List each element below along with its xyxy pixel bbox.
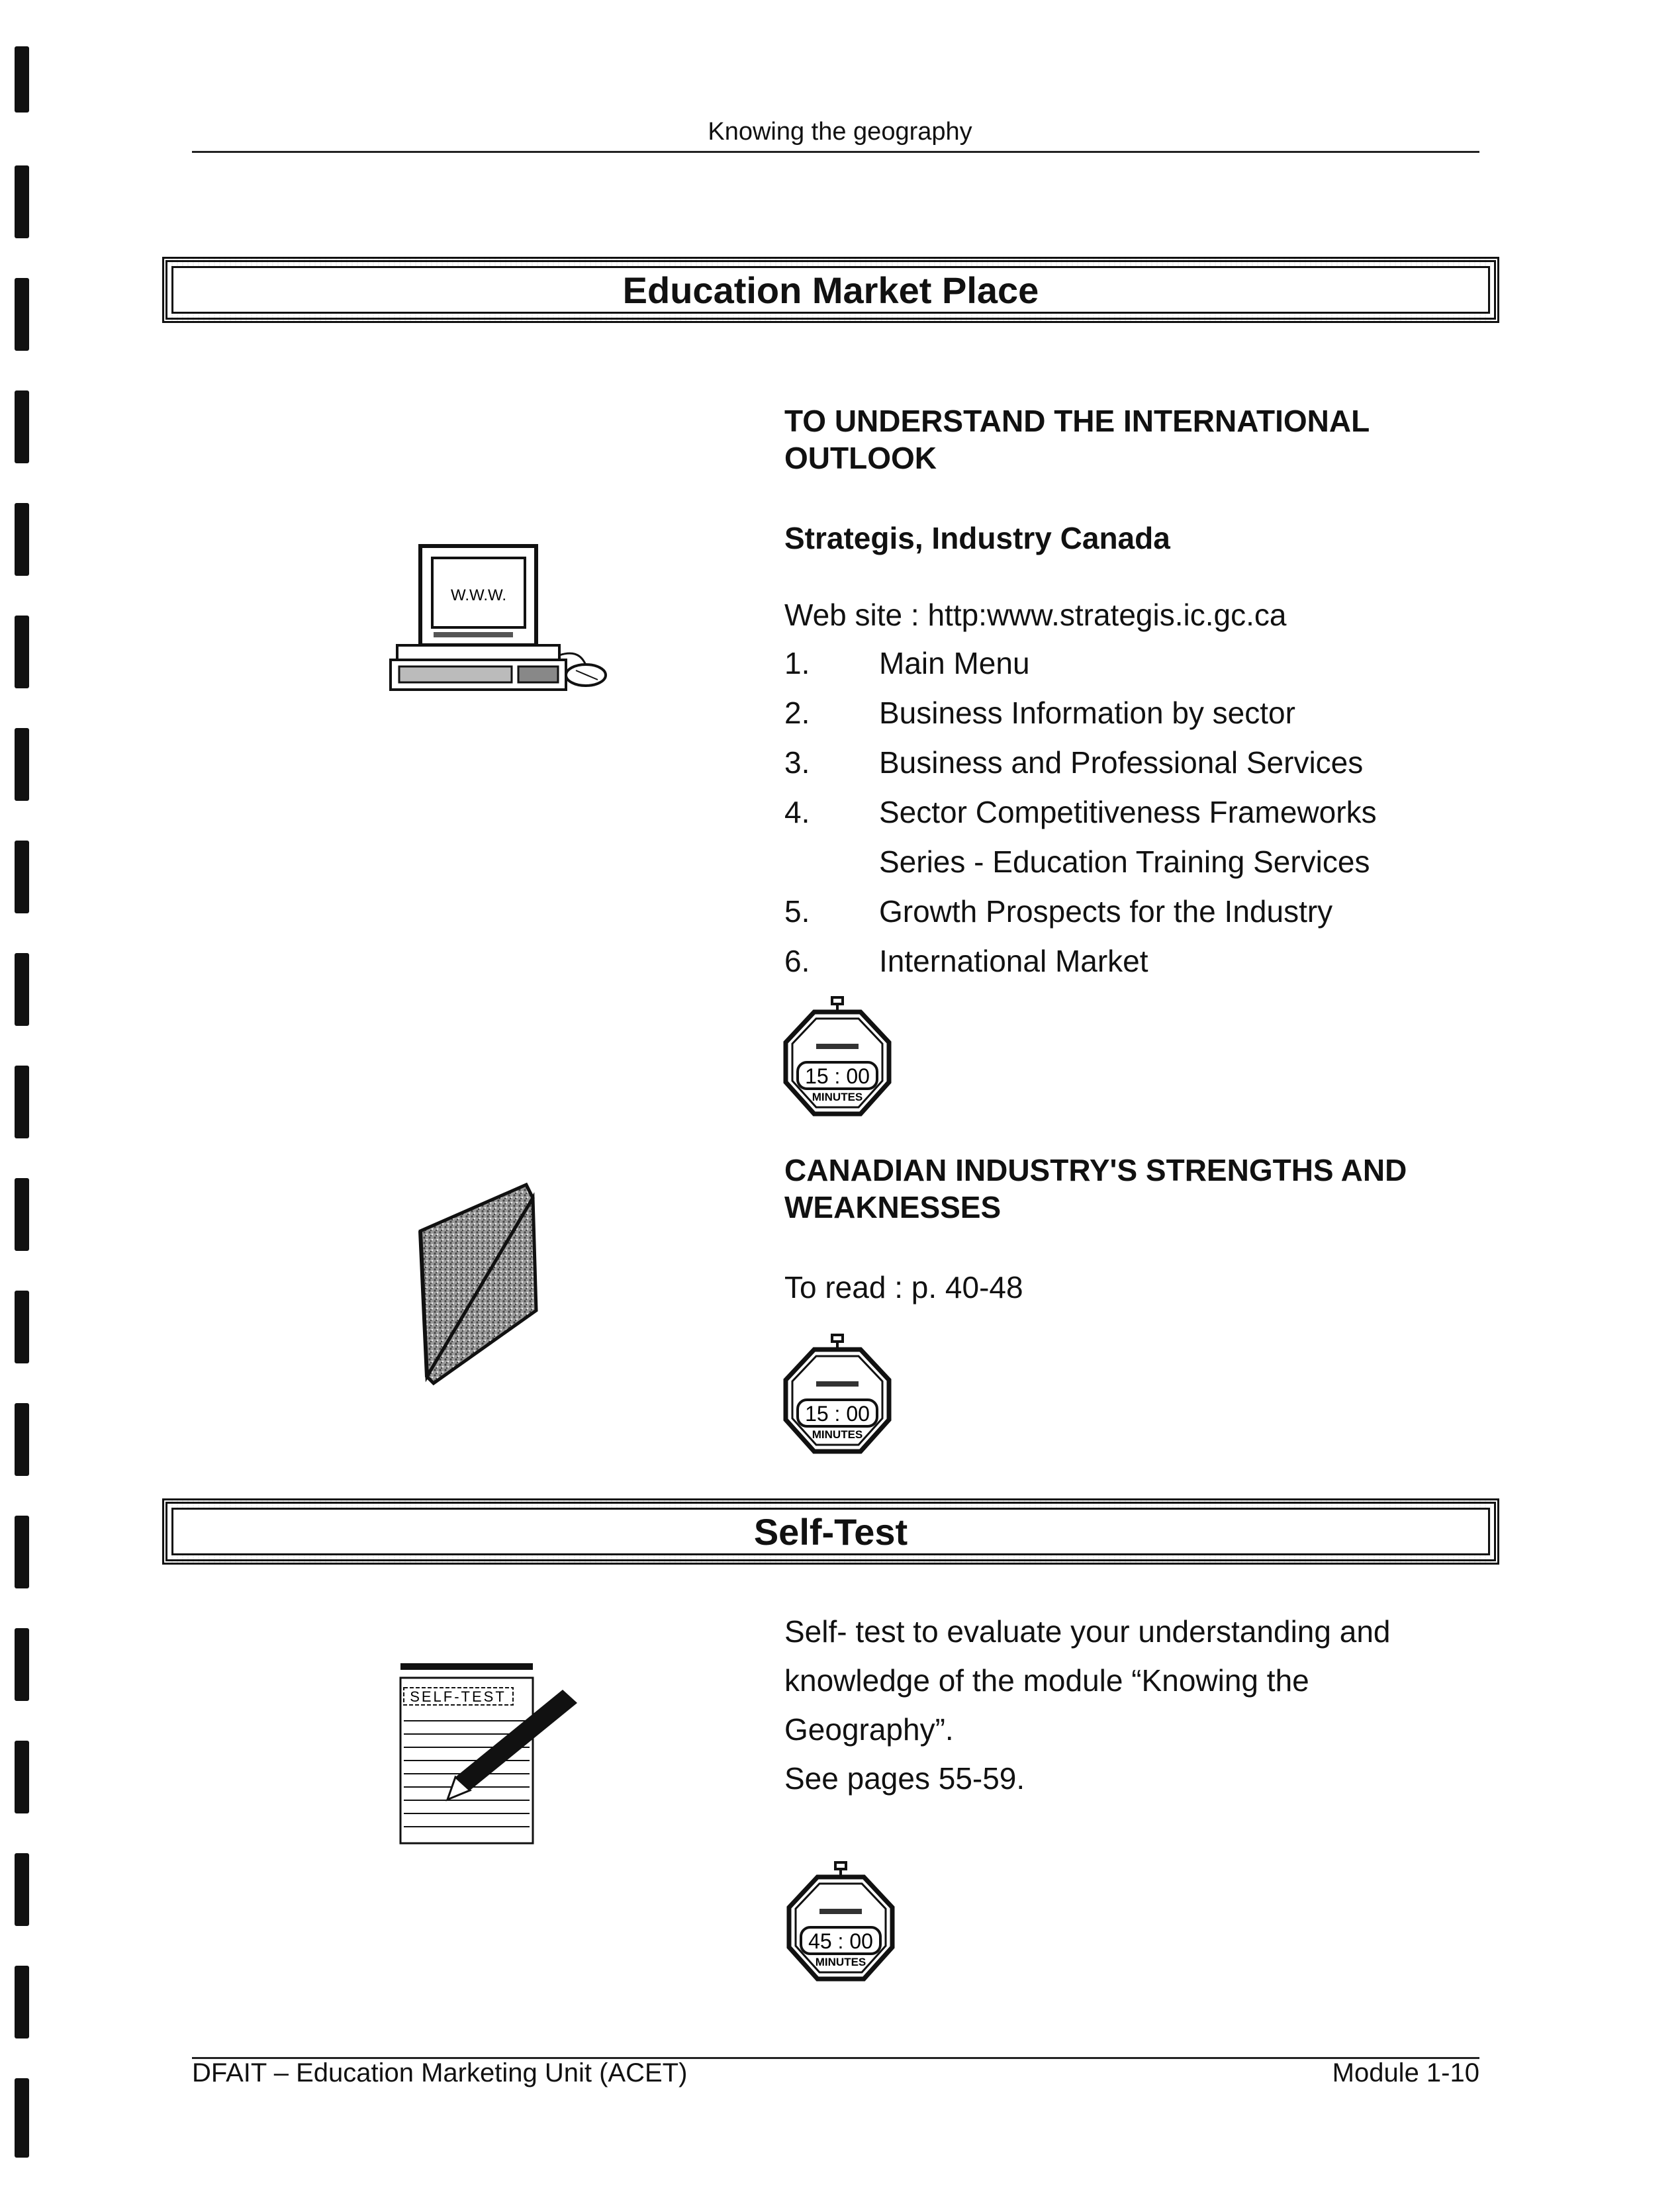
binding-hole <box>15 1066 29 1138</box>
timer-unit: MINUTES <box>812 1428 863 1441</box>
list-number: 1. <box>784 646 810 680</box>
binding-hole <box>15 1966 29 2038</box>
binding-hole <box>15 841 29 913</box>
binding-hole <box>15 616 29 688</box>
paragraph-line: Self- test to evaluate your understanding and <box>784 1614 1391 1649</box>
pad-label: SELF-TEST <box>410 1688 506 1705</box>
list-number: 2. <box>784 696 810 730</box>
timer-unit: MINUTES <box>812 1091 863 1103</box>
list-number: 3. <box>784 745 810 780</box>
timer-time: 15 : 00 <box>805 1402 870 1426</box>
banner-title: Education Market Place <box>171 266 1490 314</box>
website-text: Web site : http:www.strategis.ic.gc.ca <box>784 598 1287 632</box>
banner-title: Self-Test <box>171 1508 1490 1555</box>
binding-hole <box>15 1741 29 1813</box>
paragraph-line: knowledge of the module “Knowing the <box>784 1663 1309 1698</box>
binding-hole <box>15 46 29 113</box>
section-banner-self-test <box>162 1498 1499 1565</box>
binding-hole <box>15 1178 29 1251</box>
list-item: Main Menu <box>879 646 1030 680</box>
list-number: 4. <box>784 795 810 829</box>
timer-unit: MINUTES <box>815 1956 866 1968</box>
stopwatch-icon <box>778 996 897 1122</box>
computer-screen-label: W.W.W. <box>451 586 506 604</box>
list-number: 6. <box>784 944 810 978</box>
heading-line: CANADIAN INDUSTRY'S STRENGTHS AND <box>784 1153 1407 1187</box>
list-item: Growth Prospects for the Industry <box>879 894 1333 929</box>
heading-line: WEAKNESSES <box>784 1190 1002 1224</box>
self-test-pad-icon <box>397 1658 583 1847</box>
list-item: International Market <box>879 944 1148 978</box>
binding-hole <box>15 503 29 576</box>
self-test-paragraph <box>784 1607 1391 1803</box>
book-icon <box>407 1178 546 1390</box>
binding-hole <box>15 2078 29 2158</box>
paragraph-line: Geography”. <box>784 1712 954 1747</box>
heading-line: OUTLOOK <box>784 441 937 475</box>
paragraph-line: See pages 55-59. <box>784 1761 1025 1796</box>
timer-time: 45 : 00 <box>808 1929 873 1953</box>
binding-hole <box>15 390 29 463</box>
header-rule <box>192 151 1479 153</box>
list-item: Business and Professional Services <box>879 745 1364 780</box>
section-banner-education-market-place <box>162 257 1499 323</box>
binding-hole <box>15 1291 29 1363</box>
binding-hole <box>15 165 29 238</box>
computer-icon <box>387 539 612 705</box>
footer-page-number: Module 1-10 <box>1332 2058 1479 2087</box>
subheading-strategis: Strategis, Industry Canada <box>784 521 1170 555</box>
binding-hole <box>15 1628 29 1701</box>
stopwatch-icon <box>781 1861 900 1987</box>
page-header-title: Knowing the geography <box>708 118 972 146</box>
heading-international-outlook <box>784 402 1370 477</box>
list-item: Business Information by sector <box>879 696 1295 730</box>
list-number: 5. <box>784 894 810 929</box>
heading-line: TO UNDERSTAND THE INTERNATIONAL <box>784 404 1370 438</box>
read-pages-text: To read : p. 40-48 <box>784 1270 1023 1305</box>
binding-hole <box>15 728 29 801</box>
heading-strengths-weaknesses <box>784 1152 1407 1226</box>
binding-hole <box>15 1853 29 1926</box>
stopwatch-icon <box>778 1334 897 1459</box>
binding-hole <box>15 1516 29 1588</box>
list-item: Sector Competitiveness Frameworks <box>879 795 1377 829</box>
binding-hole <box>15 953 29 1026</box>
binding-hole <box>15 1403 29 1476</box>
binding-hole <box>15 278 29 351</box>
footer-left-text: DFAIT – Education Marketing Unit (ACET) <box>192 2058 688 2087</box>
timer-time: 15 : 00 <box>805 1064 870 1088</box>
list-item: Series - Education Training Services <box>879 845 1370 879</box>
